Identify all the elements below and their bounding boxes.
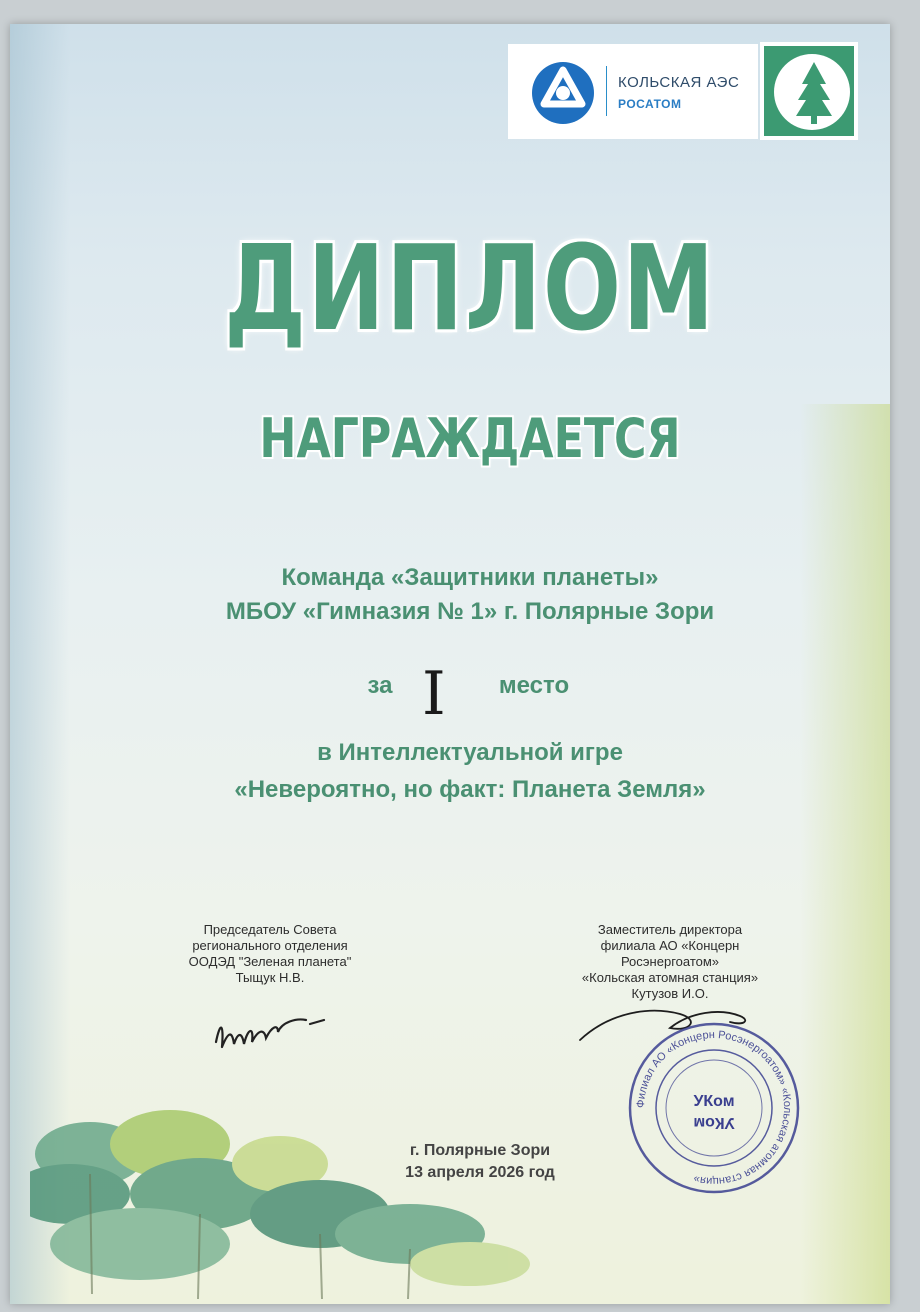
footer-city: г. Полярные Зори bbox=[409, 1142, 551, 1159]
signatory-left-org-name: ООДЭД "Зеленая планета" bbox=[188, 954, 352, 969]
logo-title: КОЛЬСКАЯ АЭС bbox=[618, 74, 740, 91]
stamp-center-text-inverted: УКом bbox=[693, 1114, 735, 1131]
signatory-left-org: регионального отделения bbox=[192, 938, 348, 953]
signatory-left-position: Председатель Совета bbox=[203, 922, 337, 937]
watercolor-trees-illustration bbox=[30, 1094, 530, 1304]
signatory-right-org-name: «Кольская атомная станция» bbox=[581, 970, 759, 985]
logo-subtitle: РОСАТОМ bbox=[618, 97, 682, 111]
signatory-right-position: Заместитель директора bbox=[597, 922, 743, 937]
watercolor-wash-right bbox=[800, 404, 890, 1304]
event-line-1: в Интеллектуальной игре bbox=[317, 739, 623, 766]
signatory-right bbox=[550, 922, 790, 1002]
place-handwritten: I bbox=[422, 659, 446, 729]
event-line-2: «Невероятно, но факт: Планета Земля» bbox=[234, 776, 706, 803]
signature-left bbox=[206, 1002, 346, 1062]
signatory-right-name: Кутузов И.О. bbox=[631, 986, 709, 1001]
signatory-right-org: филиала АО «Концерн Росэнергоатом» bbox=[600, 938, 740, 969]
school-name: МБОУ «Гимназия № 1» г. Полярные Зори bbox=[225, 598, 715, 625]
diploma-subtitle: НАГРАЖДАЕТСЯ bbox=[259, 407, 681, 470]
green-planet-emblem bbox=[760, 42, 858, 140]
place-suffix: место bbox=[498, 672, 570, 699]
team-name: Команда «Защитники планеты» bbox=[281, 564, 659, 591]
rosatom-icon bbox=[530, 60, 596, 126]
stamp-ring-text: Филиал АО «Концерн Росэнергоатом» «Кольская атомная станция» bbox=[634, 1028, 794, 1188]
green-planet-logo bbox=[760, 42, 858, 140]
place-prefix: за bbox=[367, 672, 393, 699]
logo-divider bbox=[606, 66, 607, 116]
signatory-left-name: Тыщук Н.В. bbox=[235, 970, 305, 985]
footer-date: 13 апреля 2026 год bbox=[405, 1164, 555, 1181]
kola-npp-logo bbox=[508, 44, 758, 139]
diploma-title: ДИПЛОМ bbox=[224, 219, 716, 357]
diploma-sheet bbox=[10, 24, 890, 1304]
stamp-center-text: УКом bbox=[693, 1093, 735, 1110]
official-stamp bbox=[624, 1018, 804, 1198]
signatory-left bbox=[160, 922, 380, 986]
